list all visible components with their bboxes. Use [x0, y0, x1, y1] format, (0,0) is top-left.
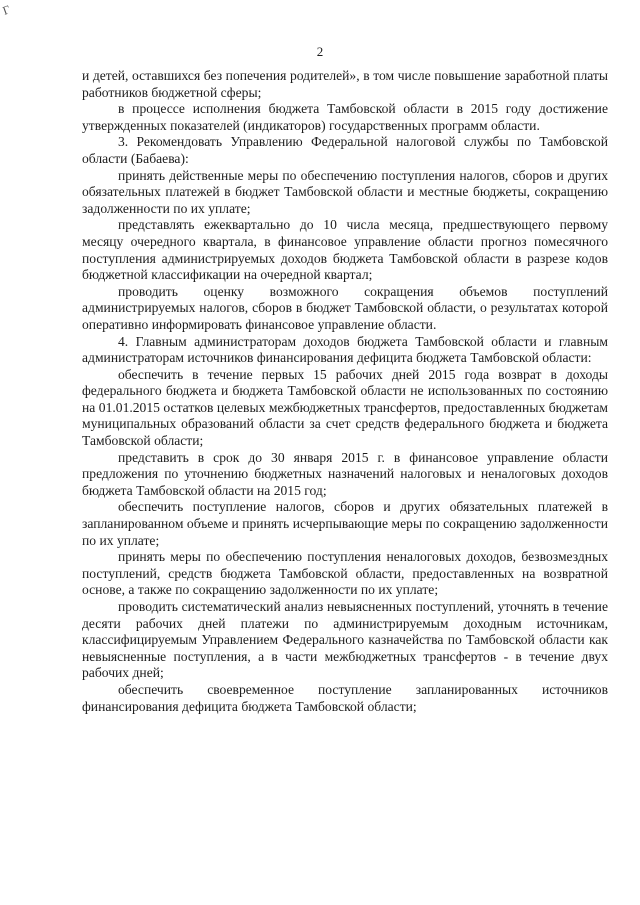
page-number: 2	[316, 44, 324, 59]
paragraph-item-3: 3. Рекомендовать Управлению Федеральной налоговой службы по Тамбовской области (Бабаева):	[82, 134, 608, 166]
corner-mark: Г	[0, 2, 13, 18]
paragraph-3-quarterly-forecast: представлять ежеквартально до 10 числа месяца, предшествующего первому месяцу очередного квартала, в финансовое управление области прогноз помесячного поступления администрируемых доходов бюджета Тамбовской области в разрезе кодов бюджетной классификации на очередной квартал;	[82, 217, 608, 283]
paragraph-budget-execution: в процессе исполнения бюджета Тамбовской области в 2015 году достижение утвержденных показателей (индикаторов) государственных программ области.	[82, 101, 608, 133]
document-body	[82, 68, 608, 715]
paragraph-3-assessment: проводить оценку возможного сокращения объемов поступлений администрируемых налогов, сборов в бюджет Тамбовской области, о результатах которой оперативно информировать финансовое управление области.	[82, 283, 608, 332]
paragraph-4-deficit-financing: обеспечить своевременное поступление запланированных источников финансирования дефицита бюджета Тамбовской области;	[82, 681, 608, 714]
paragraph-3-measures: принять действенные меры по обеспечению поступления налогов, сборов и других обязательных платежей в бюджет Тамбовской области и местные бюджеты, сокращению задолженности по их уплате;	[82, 167, 608, 216]
paragraph-continuation: и детей, оставшихся без попечения родителей», в том числе повышение заработной платы работников бюджетной сферы;	[82, 68, 608, 100]
paragraph-4-return-balances: обеспечить в течение первых 15 рабочих дней 2015 года возврат в доходы федерального бюджета и бюджета Тамбовской области не использованных по состоянию на 01.01.2015 остатков целевых межбюджетных трансфертов, предоставленных бюджетам муниципальных образований области за счет средств федерального бюджета и бюджета Тамбовской области;	[82, 366, 608, 449]
paragraph-4-nontax-revenue: принять меры по обеспечению поступления неналоговых доходов, безвозмездных поступлений, средств бюджета Тамбовской области, предоставленных на возвратной основе, а также по сокращению задолженности по их уплате;	[82, 549, 608, 598]
paragraph-item-4: 4. Главным администраторам доходов бюджета Тамбовской области и главным администраторам источников финансирования дефицита бюджета Тамбовской области:	[82, 333, 608, 366]
paragraph-4-unidentified-analysis: проводить систематический анализ невыясненных поступлений, уточнять в течение десяти рабочих дней платежи по администрируемым доходным источникам, классифицируемым Управлением Федерального казначейства по Тамбовской области как невыясненные поступления, а в части межбюджетных трансфертов - в течение двух рабочих дней;	[82, 599, 608, 681]
paragraph-4-planned-revenue: обеспечить поступление налогов, сборов и других обязательных платежей в запланированном объеме и принять исчерпывающие меры по сокращению задолженности по их уплате;	[82, 499, 608, 548]
paragraph-4-proposals: представить в срок до 30 января 2015 г. в финансовое управление области предложения по уточнению бюджетных назначений налоговых и неналоговых доходов бюджета Тамбовской области на 2015 год;	[82, 449, 608, 498]
